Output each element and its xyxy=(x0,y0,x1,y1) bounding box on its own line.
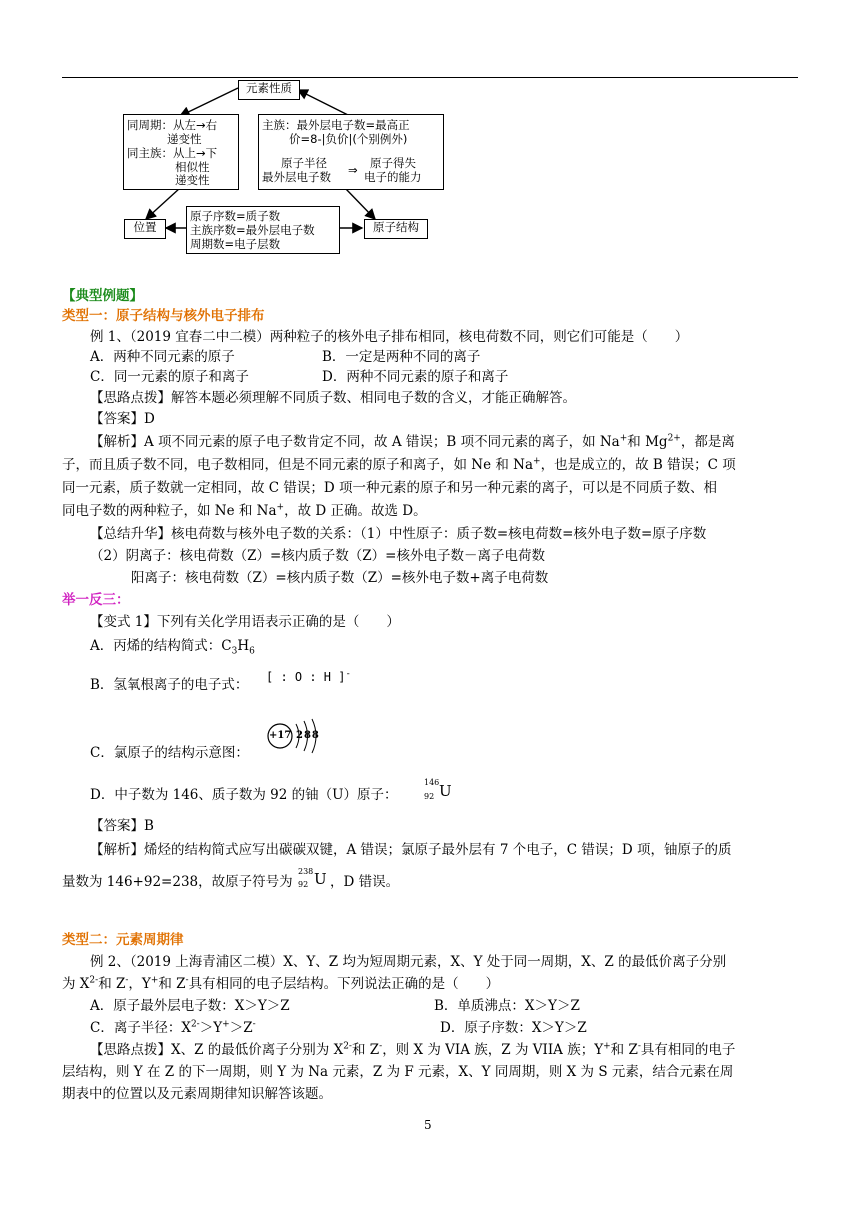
diagram-right-line: 最外层电子数 xyxy=(262,170,331,184)
example2-hint-line3: 期表中的位置以及元素周期律知识解答该题。 xyxy=(62,1086,332,1102)
example1-analysis-line2: 子，而且质子数不同，电子数相同，但是不同元素的原子和离子，如 Ne 和 Na+，也是成立的，故 B 错误；C 项 xyxy=(62,456,736,473)
diagram-right-line: 原子半径 xyxy=(281,156,327,170)
diagram-left-line: 同周期：从左→右 xyxy=(127,118,218,132)
variant1-analysis-line1: 【解析】烯烃的结构简式应写出碳碳双键，A 错误；氯原子最外层有 7 个电子，C 错误；D 项，铀原子的质 xyxy=(90,842,732,858)
example2-hint-line1: 【思路点拨】X、Z 的最低价离子分别为 $X^{2-}$和 Z-，则 X 为 VIA 族，Z 为 VIIA 族；Y+和 Z-具有相同的电子 xyxy=(90,1041,736,1058)
diagram-top-box: 元素性质 xyxy=(238,80,300,100)
example1-option-d: D．两种不同元素的原子和离子 xyxy=(322,369,509,385)
variant1-analysis-line2-end: ，D 错误。 xyxy=(330,874,400,890)
diagram-left-line: 递变性 xyxy=(175,173,210,187)
example2-option-a: A．原子最外层电子数：X＞Y＞Z xyxy=(90,998,290,1014)
example1-analysis-line3: 同一元素，质子数就一定相同，故 C 错误；D 项一种元素的原子和另一种元素的离子，可以是不同质子数、相 xyxy=(62,480,718,496)
variant1-stem: 【变式 1】下列有关化学用语表示正确的是（ ） xyxy=(90,614,400,630)
diagram-left-line: 同主族：从上→下 xyxy=(127,146,218,160)
chlorine-atom-diagram xyxy=(266,716,326,756)
diagram-middle-line: 原子序数=质子数 xyxy=(190,209,281,223)
diagram-right-line: 主族：最外层电子数=最高正 xyxy=(262,118,410,132)
example1-option-c: C．同一元素的原子和离子 xyxy=(90,369,249,385)
diagram-right-line: 原子得失 xyxy=(370,156,416,170)
example1-option-b: B．一定是两种不同的离子 xyxy=(322,349,481,365)
diagram-right-line: 价=8-|负价|(个别例外) xyxy=(289,132,408,146)
section-title: 【典型例题】 xyxy=(62,288,143,304)
atom-nucleus-label: +17 xyxy=(269,730,292,741)
variant1-option-b: B．氢氧根离子的电子式： xyxy=(90,677,249,693)
uranium-238-symbol: 238 92 U xyxy=(298,867,327,889)
variant1-answer: 【答案】B xyxy=(90,818,154,834)
diagram-middle-line: 周期数=电子层数 xyxy=(190,237,281,251)
diagram-left-line: 相似性 xyxy=(175,160,210,174)
variant1-option-c: C．氯原子的结构示意图： xyxy=(90,745,249,761)
example2-option-c: C．离子半径：$X^{2-}>Y^+>Z^-$ xyxy=(90,1019,256,1036)
diagram-middle-line: 主族序数=最外层电子数 xyxy=(190,223,315,237)
diagram-position-box: 位置 xyxy=(124,219,166,239)
example2-option-d: D．原子序数：X＞Y＞Z xyxy=(440,1020,587,1036)
example1-summary-line3: 阳离子：核电荷数（Z）=核内质子数（Z）=核外电子数+离子电荷数 xyxy=(131,570,549,586)
type2-title: 类型二：元素周期律 xyxy=(62,932,184,948)
example2-stem-line2: 为 $X^{2-}$和 Z-，Y+和 Z-具有相同的电子层结构。下列说法正确的是（ ） xyxy=(62,975,500,992)
example2-stem-line1: 例 2、（2019 上海青浦区二模）X、Y、Z 均为短周期元素，X、Y 处于同一周期，X、Z 的最低价离子分别 xyxy=(90,954,727,970)
example2-option-b: B．单质沸点：X＞Y＞Z xyxy=(434,998,580,1014)
page-number: 5 xyxy=(424,1118,432,1132)
uranium-nuclide-symbol: 146 92 U xyxy=(424,778,452,801)
example1-analysis-line1: 【解析】A 项不同元素的原子电子数肯定不同，故 A 错误；B 项不同元素的离子，如 Na+和 $Mg^{2+}$，都是离 xyxy=(90,433,735,450)
example1-answer: 【答案】D xyxy=(90,411,155,427)
juyi-title: 举一反三： xyxy=(62,592,130,608)
example1-summary-line1: 【总结升华】核电荷数与核外电子数的关系：（1）中性原子：质子数=核电荷数=核外电子数=原子序数 xyxy=(90,526,707,542)
diagram-right-line: 电子的能力 xyxy=(364,170,422,184)
diagram-structure-box: 原子结构 xyxy=(364,219,428,239)
example1-analysis-line4: 同电子数的两种粒子，如 Ne 和 Na+，故 D 正确。故选 D。 xyxy=(62,502,427,519)
diagram-left-line: 递变性 xyxy=(167,132,202,146)
type1-title: 类型一：原子结构与核外电子排布 xyxy=(62,308,265,324)
example1-option-a: A．两种不同元素的原子 xyxy=(90,349,235,365)
example2-hint-line2: 层结构，则 Y 在 Z 的下一周期，则 Y 为 Na 元素，Z 为 F 元素，X、Y 同周期，则 X 为 S 元素，结合元素在周 xyxy=(62,1064,734,1080)
example1-summary-line2: （2）阴离子：核电荷数（Z）=核内质子数（Z）=核外电子数－离子电荷数 xyxy=(90,548,545,564)
example1-stem: 例 1、（2019 宜春二中二模）两种粒子的核外电子排布相同，核电荷数不同，则它们可能是（ ） xyxy=(90,329,689,345)
example1-hint: 【思路点拨】解答本题必须理解不同质子数、相同电子数的含义，才能正确解答。 xyxy=(90,390,576,406)
variant1-analysis-line2: 量数为 146+92=238，故原子符号为 xyxy=(62,874,293,890)
hydroxide-electron-formula: [ : O : H ]- xyxy=(266,669,351,684)
diagram-arrow-symbol: ⇒ xyxy=(348,163,358,177)
variant1-option-a: A．丙烯的结构简式：$C_3H_6$ xyxy=(90,638,255,657)
atom-shell-electrons: 288 xyxy=(296,730,320,741)
variant1-option-d: D．中子数为 146、质子数为 92 的铀（U）原子： xyxy=(90,787,398,803)
